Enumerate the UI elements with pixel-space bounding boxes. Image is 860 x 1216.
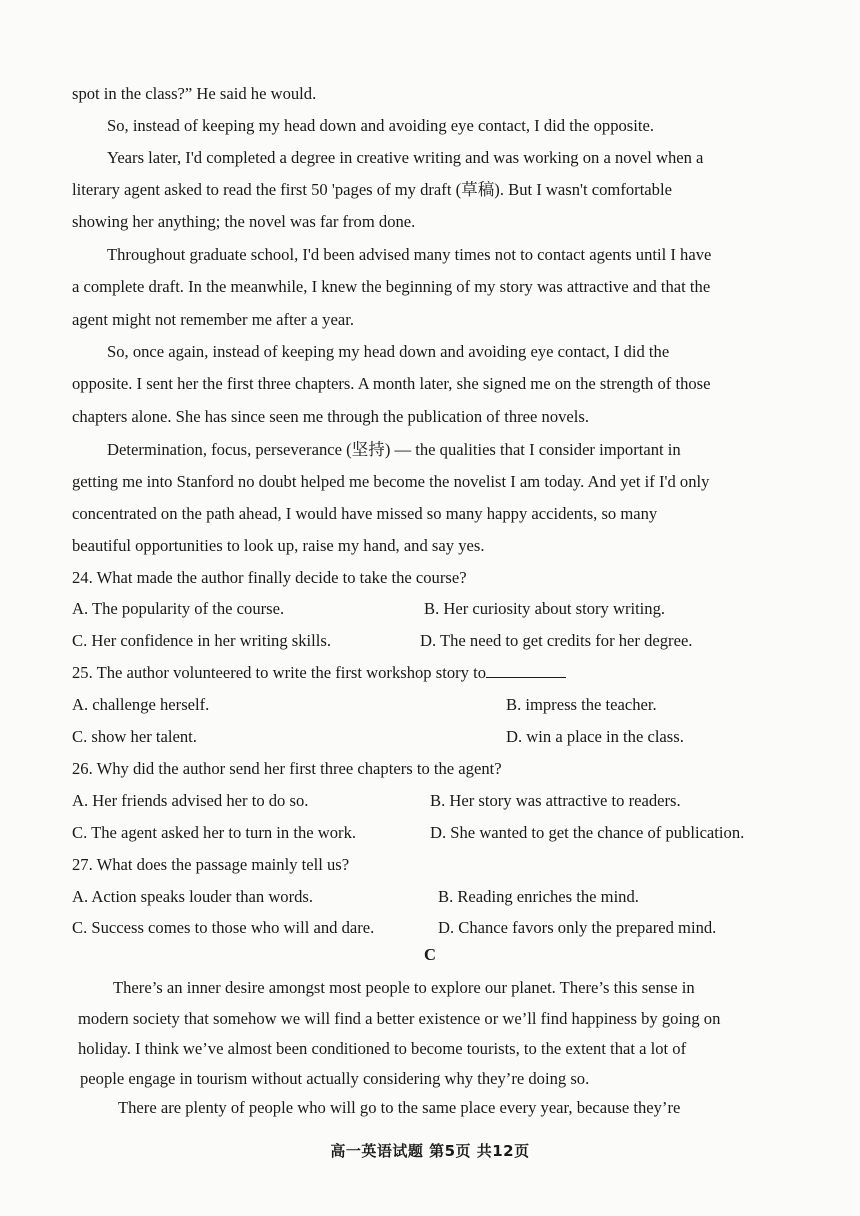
option-b: B. Her curiosity about story writing. [424, 599, 666, 618]
passage-line: agent might not remember me after a year. [72, 310, 354, 329]
question-stem: 26. Why did the author send her first three chapters to the agent? [72, 759, 502, 778]
option-a: A. The popularity of the course. [72, 599, 285, 618]
option-a: A. challenge herself. [72, 695, 210, 714]
passage-line: getting me into Stanford no doubt helped me become the novelist I am today. And yet if I'd only [72, 472, 710, 491]
passage-line: modern society that somehow we will find a better existence or we’ll find happiness by going on [78, 1009, 721, 1028]
question-stem: 24. What made the author finally decide to take the course? [72, 568, 467, 587]
passage-line: So, once again, instead of keeping my head down and avoiding eye contact, I did the [107, 342, 670, 361]
question-stem-text: 25. The author volunteered to write the first workshop story to [72, 663, 486, 682]
option-b: B. Reading enriches the mind. [438, 887, 639, 906]
passage-line: a complete draft. In the meanwhile, I knew the beginning of my story was attractive and that the [72, 277, 711, 296]
option-d: D. The need to get credits for her degree. [420, 631, 693, 650]
passage-line: holiday. I think we’ve almost been conditioned to become tourists, to the extent that a lot of [78, 1039, 687, 1058]
passage-line: There are plenty of people who will go to the same place every year, because they’re [118, 1098, 681, 1117]
page-footer: 高一英语试题 第5页 共12页 [330, 1142, 530, 1160]
passage-line: Throughout graduate school, I'd been advised many times not to contact agents until I have [107, 245, 712, 264]
passage-line: spot in the class?” He said he would. [72, 84, 317, 103]
option-c: C. The agent asked her to turn in the work. [72, 823, 357, 842]
passage-line: opposite. I sent her the first three chapters. A month later, she signed me on the strength of those [72, 374, 711, 393]
option-a: A. Action speaks louder than words. [72, 887, 314, 906]
option-d: D. Chance favors only the prepared mind. [438, 918, 717, 937]
option-d: D. win a place in the class. [506, 727, 684, 746]
option-b: B. Her story was attractive to readers. [430, 791, 681, 810]
passage-line: beautiful opportunities to look up, raise my hand, and say yes. [72, 536, 485, 555]
option-a: A. Her friends advised her to do so. [72, 791, 309, 810]
option-c: C. Success comes to those who will and dare. [72, 918, 375, 937]
question-stem: 27. What does the passage mainly tell us? [72, 855, 350, 874]
question-stem [72, 662, 566, 684]
option-c: C. show her talent. [72, 727, 197, 746]
option-b: B. impress the teacher. [506, 695, 657, 714]
passage-line: showing her anything; the novel was far from done. [72, 212, 416, 231]
passage-line: Years later, I'd completed a degree in creative writing and was working on a novel when a [107, 148, 704, 167]
passage-line: concentrated on the path ahead, I would have missed so many happy accidents, so many [72, 504, 658, 523]
passage-line: literary agent asked to read the first 50 'pages of my draft (草稿). But I wasn't comfortable [72, 180, 672, 199]
option-c: C. Her confidence in her writing skills. [72, 631, 331, 650]
option-d: D. She wanted to get the chance of publication. [430, 823, 745, 842]
passage-line: people engage in tourism without actually considering why they’re doing so. [80, 1069, 590, 1088]
answer-blank [486, 663, 566, 678]
passage-line: Determination, focus, perseverance (坚持) — the qualities that I consider important in [107, 440, 681, 459]
passage-line: So, instead of keeping my head down and avoiding eye contact, I did the opposite. [107, 116, 655, 135]
passage-line: chapters alone. She has since seen me through the publication of three novels. [72, 407, 590, 426]
passage-line: There’s an inner desire amongst most people to explore our planet. There’s this sense in [113, 978, 695, 997]
section-heading: C [424, 945, 436, 964]
